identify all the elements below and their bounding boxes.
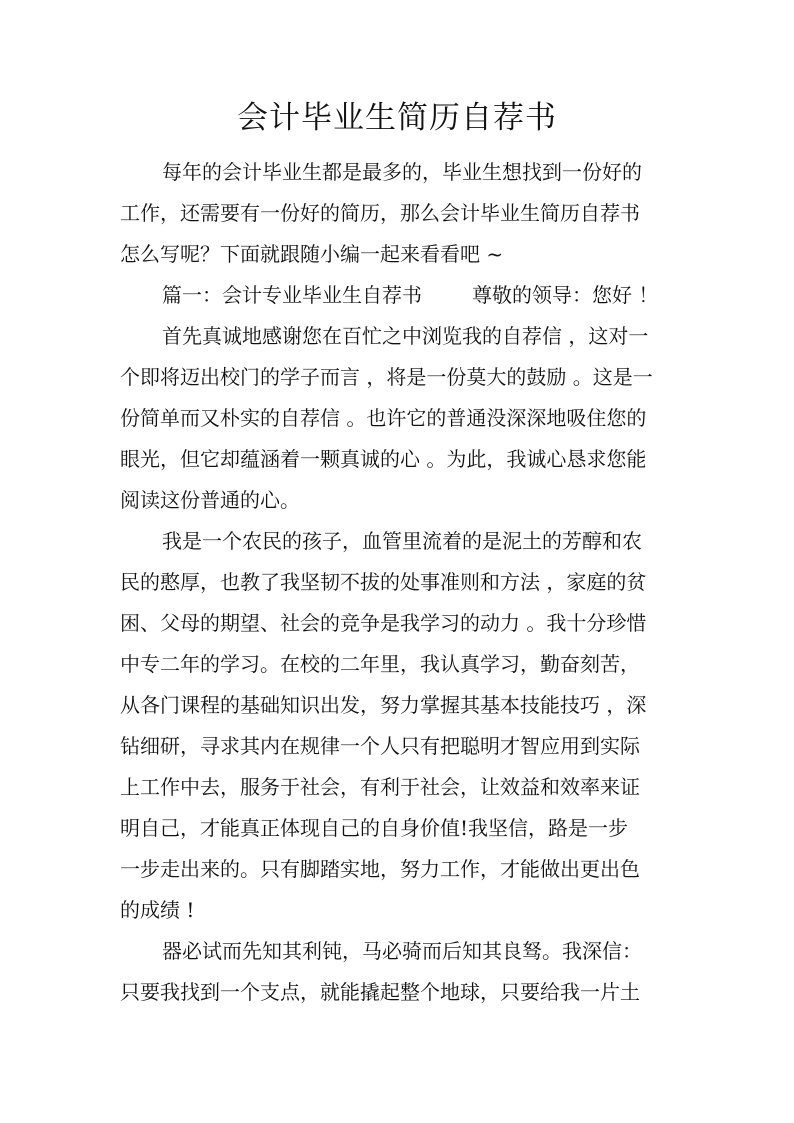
text-line: 明自己，才能真正体现自己的自身价值!我坚信，路是一步 bbox=[120, 816, 629, 840]
paragraph-3 bbox=[120, 931, 680, 1013]
intro-paragraph bbox=[120, 152, 680, 275]
document-title: 会计毕业生简历自荐书 bbox=[237, 100, 557, 136]
section-heading-line bbox=[120, 275, 680, 316]
section-heading: 篇一：会计专业毕业生自荐书 bbox=[162, 283, 422, 307]
text-line: 怎么写呢？下面就跟随小编一起来看看吧 ~ bbox=[120, 242, 504, 266]
paragraph-1 bbox=[120, 316, 680, 521]
text-line: 首先真诚地感谢您在百忙之中浏览我的自荐信 ，这对一 bbox=[162, 324, 649, 348]
text-line: 民的憨厚，也教了我坚韧不拔的处事准则和方法 ，家庭的贫 bbox=[120, 570, 647, 594]
text-line: 的成绩 ! bbox=[120, 898, 195, 922]
text-line: 器必试而先知其利钝，马必骑而后知其良驽。我深信： bbox=[162, 939, 642, 963]
paragraph-2 bbox=[120, 521, 680, 931]
text-line: 只要我找到一个支点，就能撬起整个地球，只要给我一片土 bbox=[120, 980, 640, 1004]
text-line: 从各门课程的基础知识出发，努力掌握其基本技能技巧 ，深 bbox=[120, 693, 647, 717]
text-line: 一步走出来的。只有脚踏实地，努力工作，才能做出更出色 bbox=[120, 857, 640, 881]
text-line: 钻细研，寻求其内在规律一个人只有把聪明才智应用到实际 bbox=[120, 734, 640, 758]
text-line: 困、父母的期望、社会的竞争是我学习的动力 。我十分珍惜 bbox=[120, 611, 647, 635]
text-line: 中专二年的学习。在校的二年里，我认真学习，勤奋刻苦， bbox=[120, 652, 640, 676]
text-line: 每年的会计毕业生都是最多的，毕业生想找到一份好的 bbox=[162, 160, 642, 184]
text-line: 眼光，但它却蕴涵着一颗真诚的心 。为此，我诚心恳求您能 bbox=[120, 447, 647, 471]
text-line: 上工作中去，服务于社会，有利于社会，让效益和效率来证 bbox=[120, 775, 640, 799]
text-line: 工作，还需要有一份好的简历，那么会计毕业生简历自荐书 bbox=[120, 201, 640, 225]
text-line: 个即将迈出校门的学子而言 ，将是一份莫大的鼓励 。这是一 bbox=[120, 365, 653, 389]
text-line: 我是一个农民的孩子，血管里流着的是泥土的芳醇和农 bbox=[162, 529, 642, 553]
text-line: 份简单而又朴实的自荐信 。也许它的普通没深深地吸住您的 bbox=[120, 406, 647, 430]
text-line: 阅读这份普通的心。 bbox=[120, 488, 300, 512]
document-body bbox=[120, 152, 680, 1013]
salutation: 尊敬的领导：您好 ！ bbox=[472, 283, 659, 307]
